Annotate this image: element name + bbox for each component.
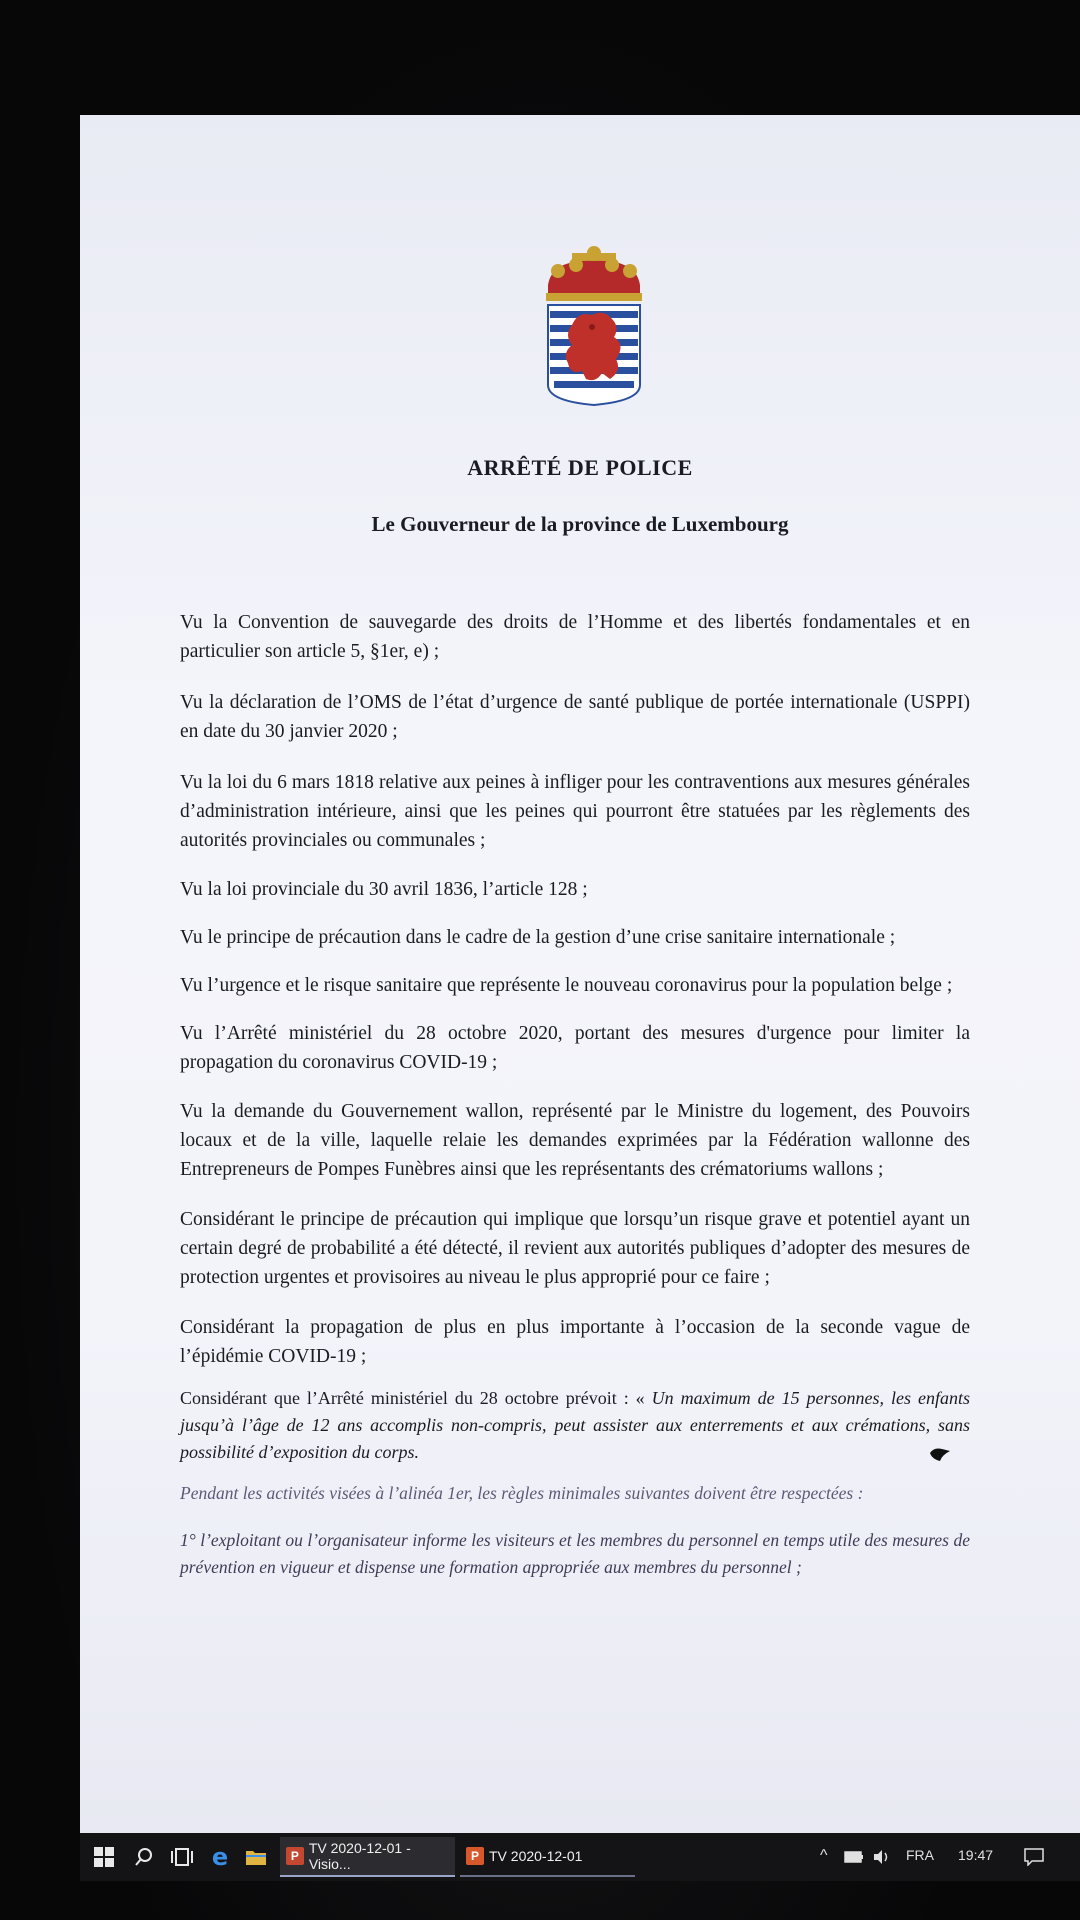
chevron-up-icon[interactable]: ^ xyxy=(820,1847,828,1864)
powerpoint-icon: P xyxy=(466,1847,484,1865)
taskbar-app-presentation[interactable] xyxy=(460,1837,635,1877)
windows-start-icon[interactable] xyxy=(90,1843,118,1871)
quote-text: Un maximum de 15 personnes, les enfants jusqu’à l’âge de 12 ans accomplis non-compris, peut assister aux enterrements et aux crémations, sans possibilité d’exposition du corps. xyxy=(180,1388,970,1462)
coat-of-arms-icon xyxy=(542,245,646,407)
volume-icon[interactable] xyxy=(868,1843,896,1871)
paragraph-oms: Vu la déclaration de l’OMS de l’état d’urgence de santé publique de portée internationale (USPPI) en date du 30 janvier 2020 ; xyxy=(180,692,970,742)
document-page xyxy=(80,115,1080,1833)
document-title: ARRÊTÉ DE POLICE xyxy=(467,455,693,480)
notification-icon[interactable] xyxy=(1020,1843,1048,1871)
paragraph-precaution: Vu le principe de précaution dans le cadre de la gestion d’une crise sanitaire internationale ; xyxy=(180,927,896,948)
search-icon[interactable] xyxy=(130,1843,158,1871)
taskbar-app-visio[interactable] xyxy=(280,1837,455,1877)
document-subtitle: Le Gouverneur de la province de Luxembourg xyxy=(371,512,789,536)
paragraph-loi-1818: Vu la loi du 6 mars 1818 relative aux peines à infliger pour les contraventions aux mesures générales d’administration intérieure, ainsi que les peines qui pourront être statuées par les règlements des autorités provinciales ou communales ; xyxy=(180,772,970,851)
paragraph-urgence: Vu l’urgence et le risque sanitaire que représente le nouveau coronavirus pour la population belge ; xyxy=(180,975,953,996)
paragraph-activites: Pendant les activités visées à l’alinéa 1er, les règles minimales suivantes doivent être respectées : xyxy=(180,1483,864,1503)
edge-icon[interactable]: e xyxy=(211,1843,229,1871)
paragraph-loi-provinciale: Vu la loi provinciale du 30 avril 1836, l’article 128 ; xyxy=(180,879,588,900)
paragraph-propagation: Considérant la propagation de plus en plus importante à l’occasion de la seconde vague de l’épidémie COVID-19 ; xyxy=(180,1317,970,1367)
taskbar-app-label: TV 2020-12-01 - Visio... xyxy=(308,1840,411,1872)
windows-taskbar xyxy=(80,1833,1080,1881)
paragraph-arrete-ministeriel: Vu l’Arrêté ministériel du 28 octobre 2020, portant des mesures d'urgence pour limiter la propagation du coronavirus COVID-19 ; xyxy=(180,1023,970,1073)
paragraph-quote xyxy=(180,1385,970,1466)
paragraph-considerant-precaution: Considérant le principe de précaution qui implique que lorsqu’un risque grave et potentiel ayant un certain degré de probabilité a été détecté, il revient aux autorités publiques d’adopter des mesures de protection urgentes et provisoires au niveau le plus approprié pour ce faire ; xyxy=(180,1209,970,1288)
language-indicator[interactable]: FRA xyxy=(906,1847,934,1863)
file-explorer-icon[interactable] xyxy=(242,1843,270,1871)
mouse-cursor-icon xyxy=(928,1445,952,1463)
powerpoint-icon: P xyxy=(286,1847,304,1865)
paragraph-gouvernement-wallon: Vu la demande du Gouvernement wallon, représenté par le Ministre du logement, des Pouvoirs locaux et de la ville, laquelle relaie les demandes exprimées par la Fédération wallonne des Entrepreneurs de Pompes Funèbres ainsi que les représentants des crématoriums wallons ; xyxy=(180,1101,970,1180)
battery-icon[interactable] xyxy=(840,1843,868,1871)
clock-time[interactable]: 19:47 xyxy=(958,1847,994,1863)
document-viewer xyxy=(80,115,1080,1833)
task-view-icon[interactable] xyxy=(168,1843,196,1871)
paragraph-exploitant: 1° l’exploitant ou l’organisateur informe les visiteurs et les membres du personnel en temps utile des mesures de prévention en vigueur et dispense une formation appropriée aux membres du personnel ; xyxy=(180,1530,970,1577)
quote-intro: Considérant que l’Arrêté ministériel du 28 octobre prévoit : « xyxy=(180,1388,652,1408)
paragraph-convention: Vu la Convention de sauvegarde des droits de l’Homme et des libertés fondamentales et en particulier son article 5, §1er, e) ; xyxy=(180,612,970,662)
taskbar-app-label: TV 2020-12-01 xyxy=(489,1848,583,1864)
